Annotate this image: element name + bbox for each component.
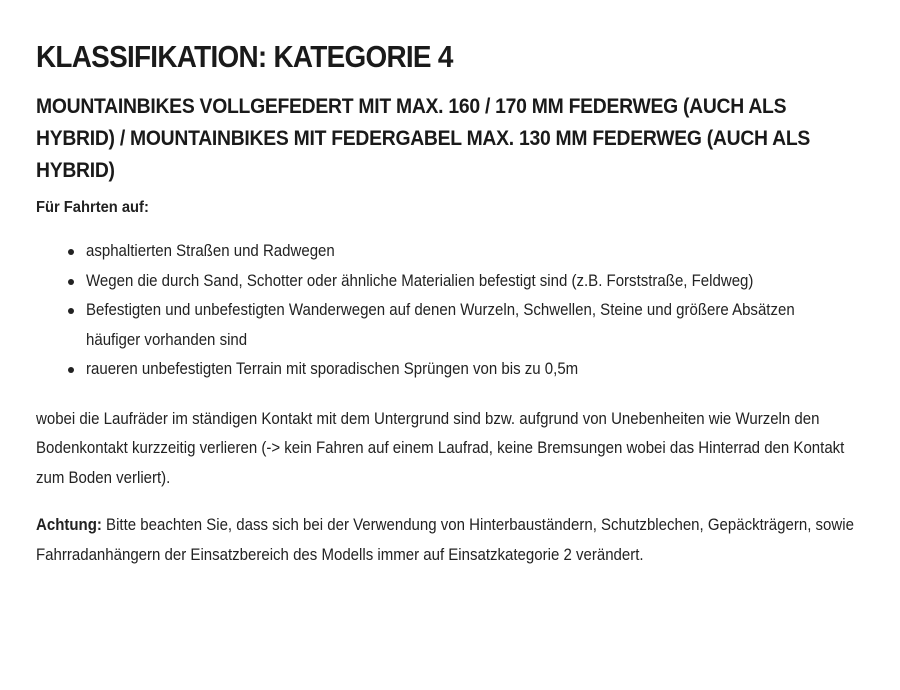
bullet-icon <box>68 249 74 255</box>
list-item-text: raueren unbefestigten Terrain mit sporadischen Sprüngen von bis zu 0,5m <box>86 360 579 378</box>
bullet-icon <box>68 367 74 373</box>
classification-content <box>36 38 866 570</box>
page-title: KLASSIFIKATION: KATEGORIE 4 <box>36 39 453 74</box>
list-item <box>36 355 866 385</box>
list-item <box>36 237 866 267</box>
list-item <box>36 296 866 355</box>
list-item-text: Wegen die durch Sand, Schotter oder ähnliche Materialien befestigt sind (z.B. Forststraße, Feldweg) <box>86 271 754 290</box>
list-item-text: asphaltierten Straßen und Radwegen <box>86 242 335 260</box>
notice-text: Bitte beachten Sie, dass sich bei der Verwendung von Hinterbauständern, Schutzblechen, Gepäckträgern, sowie Fahrradanhängern der Einsatzbereich des Modells immer auf Einsatzkategorie 2 verändert. <box>36 516 854 564</box>
list-item <box>36 267 866 297</box>
bullet-icon <box>68 279 74 285</box>
category-subtitle: MOUNTAINBIKES VOLLGEFEDERT MIT MAX. 160 / 170 MM FEDERWEG (AUCH ALS HYBRID) / MOUNTAINBIKES MIT FEDERGABEL MAX. 130 MM FEDERWEG (AUCH ALS HYBRID) <box>36 94 811 182</box>
wheel-contact-paragraph: wobei die Laufräder im ständigen Kontakt mit dem Untergrund sind bzw. aufgrund von Unebenheiten wie Wurzeln den Bodenkontakt kurzzeitig verlieren (-> kein Fahren auf einem Laufrad, keine Bremsungen wobei das Hinterrad den Kontakt zum Boden verliert). <box>36 409 845 487</box>
usage-intro: Für Fahrten auf: <box>36 199 149 216</box>
notice-label: Achtung: <box>36 516 102 534</box>
list-item-text: Befestigten und unbefestigten Wanderwegen auf denen Wurzeln, Schwellen, Steine und größere Absätzen häufiger vorhanden sind <box>86 301 795 349</box>
bullet-icon <box>68 308 74 314</box>
notice-paragraph <box>36 511 866 570</box>
terrain-list <box>36 237 866 385</box>
